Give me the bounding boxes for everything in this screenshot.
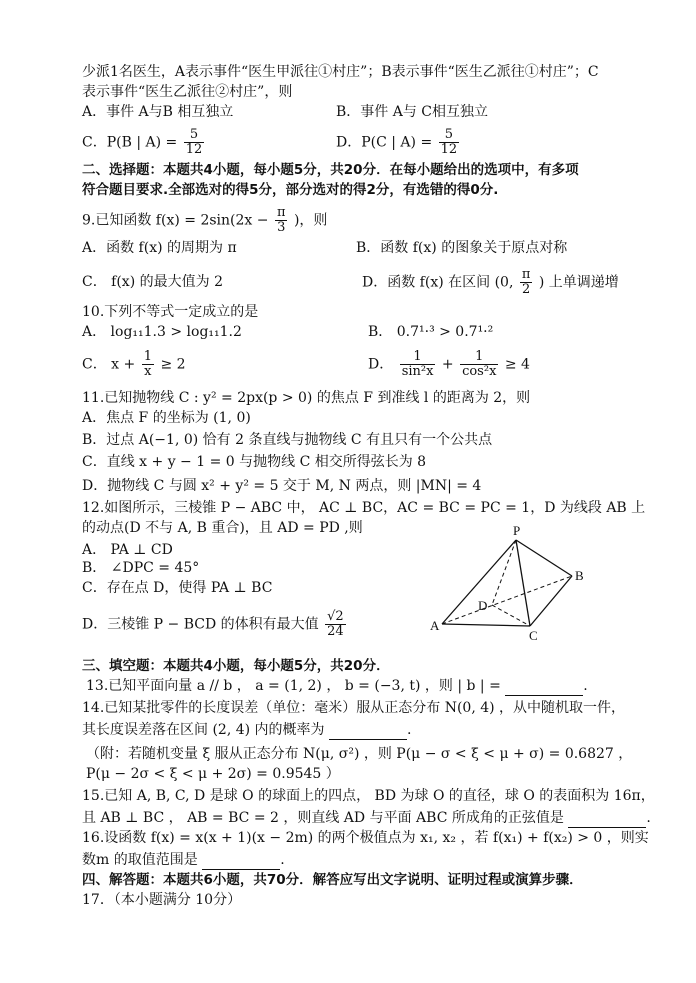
q11-option-d: D．抛物线 C 与圆 x² + y² = 5 交于 M, N 两点，则 |MN| = 4: [82, 478, 482, 494]
fraction-denominator: 12: [440, 142, 458, 157]
q9-option-d-fraction: [520, 268, 533, 297]
q12-option-b: B． ∠DPC = 45°: [82, 560, 200, 576]
fraction-numerator: 1: [460, 350, 498, 365]
q13-period: .: [583, 678, 588, 694]
q15-answer-blank: [568, 813, 646, 828]
q10-option-c-fraction: [142, 350, 154, 379]
q14-answer-blank: [329, 725, 407, 740]
q15-line1: 15.已知 A, B, C, D 是球 O 的球面上的四点， BD 为球 O 的直径，球 O 的表面积为 16π，: [82, 788, 655, 804]
q13-stem: [86, 676, 588, 696]
q10-option-d: [368, 350, 530, 379]
q10-option-b: B． 0.7¹·³ > 0.7¹·²: [368, 324, 494, 340]
q12-stem-line2: 的动点(D 不与 A, B 重合)，且 AD = PD ,则: [82, 520, 363, 536]
fraction-denominator: 24: [327, 624, 344, 639]
vertex-label-b: B: [575, 568, 584, 583]
q8-option-d: [336, 128, 461, 157]
q8-option-d-fraction: [439, 128, 460, 157]
edge-dc-dashed: [492, 605, 530, 626]
q10-option-d-text: D．: [368, 356, 394, 373]
fraction-denominator: 2: [521, 282, 531, 297]
q11-option-a: A．焦点 F 的坐标为 (1, 0): [82, 410, 251, 426]
q9-option-d-text: D．函数 f(x) 在区间 (0,: [362, 274, 514, 291]
fraction-numerator: 5: [184, 128, 205, 143]
pyramid-figure: [420, 520, 600, 650]
q12-option-d: [82, 610, 348, 639]
q12-stem-line1: 12.如图所示，三棱锥 P − ABC 中， AC ⊥ BC，AC = BC = PC = 1，D 为线段 AB 上: [82, 500, 646, 516]
fraction-denominator: 3: [277, 220, 286, 235]
q8-option-c-text: C．P(B | A) =: [82, 134, 178, 151]
q9-stem: [82, 206, 327, 235]
section2-heading-line1: 二、选择题：本题共4小题，每小题5分，共20分．在每小题给出的选项中，有多项: [82, 162, 579, 178]
q10-option-c: [82, 350, 186, 379]
q12-option-a: A． PA ⊥ CD: [82, 542, 173, 558]
fraction-numerator: √2: [327, 609, 344, 624]
q10-option-d-plus: +: [441, 356, 454, 373]
q16-line1: 16.设函数 f(x) = x(x + 1)(x − 2m) 的两个极值点为 x₁, x₂ ，若 f(x₁) + f(x₂) > 0 ，则实: [82, 830, 649, 846]
q10-option-d-tail: ≥ 4: [504, 356, 530, 373]
q14-line1: 14.已知某批零件的长度误差（单位：毫米）服从正态分布 N(0, 4) ，从中随机取一件，: [82, 700, 626, 716]
q14-period: .: [407, 722, 412, 738]
q10-option-c-tail: ≥ 2: [160, 356, 186, 373]
section3-heading: 三、填空题：本题共4小题，每小题5分，共20分．: [82, 658, 390, 674]
q9-option-b: B．函数 f(x) 的图象关于原点对称: [356, 240, 568, 256]
q13-stem-text: 13.已知平面向量 a // b ， a = (1, 2) ， b = (−3, t) ，则 | b | =: [86, 678, 501, 694]
q10-option-d-fraction2: [460, 350, 498, 379]
q12-option-d-text: D．三棱锥 P − BCD 的体积有最大值: [82, 616, 319, 633]
q15-period: .: [646, 810, 651, 826]
section2-heading-line2: 符合题目要求.全部选对的得5分，部分选对的得2分，有选错的得0分.: [82, 182, 499, 198]
q9-stem-text: 9.已知函数 f(x) = 2sin(2x −: [82, 212, 269, 229]
q8-option-d-text: D．P(C | A) =: [336, 134, 433, 151]
q10-option-d-fraction1: [400, 350, 436, 379]
q16-period: .: [280, 852, 285, 868]
edge-pb: [516, 540, 572, 576]
fraction-denominator: sin²x: [401, 364, 434, 379]
edge-bc: [530, 576, 572, 626]
q9-stem-fraction: [275, 206, 288, 235]
q8-option-a: A．事件 A与B 相互独立: [82, 104, 234, 120]
fraction-numerator: 5: [439, 128, 460, 143]
vertex-label-c: C: [529, 628, 538, 643]
q11-option-b: B．过点 A(−1, 0) 恰有 2 条直线与抛物线 C 有且只有一个公共点: [82, 432, 493, 448]
q14-line2: [82, 720, 411, 740]
q16-answer-blank: [202, 855, 280, 870]
q17-stem: 17．（本小题满分 10分）: [82, 892, 242, 908]
section4-heading: 四、解答题：本题共6小题，共70分．解答应写出文字说明、证明过程或演算步骤．: [82, 872, 583, 888]
q10-option-a: A． log₁₁1.3 > log₁₁1.2: [82, 324, 242, 340]
q8-option-c-fraction: [184, 128, 205, 157]
edge-pd-dashed: [492, 540, 516, 605]
q10-stem: 10.下列不等式一定成立的是: [82, 304, 259, 320]
fraction-numerator: π: [521, 267, 531, 282]
q11-option-c: C．直线 x + y − 1 = 0 与抛物线 C 相交所得弦长为 8: [82, 454, 427, 470]
q8-stem-line2: 表示事件“医生乙派往②村庄”，则: [82, 84, 293, 100]
q14-line2-text: 其长度误差落在区间 (2, 4) 内的概率为: [82, 722, 325, 738]
q14-note-line2: P(μ − 2σ < ξ < μ + 2σ) = 0.9545 ）: [86, 766, 340, 782]
q15-line2: [82, 808, 651, 828]
q8-option-c: [82, 128, 206, 157]
q10-option-c-text: C． x +: [82, 356, 136, 373]
fraction-numerator: π: [276, 205, 286, 220]
vertex-label-a: A: [430, 618, 440, 633]
q12-option-c: C．存在点 D，使得 PA ⊥ BC: [82, 580, 273, 596]
fraction-denominator: cos²x: [462, 364, 497, 379]
q16-line2-text: 数m 的取值范围是: [82, 852, 198, 868]
edge-ac: [442, 624, 530, 626]
q16-line2: [82, 850, 285, 870]
q11-stem: 11.已知抛物线 C : y² = 2px(p > 0) 的焦点 F 到准线 l 的距离为 2，则: [82, 390, 531, 406]
q9-option-a: A．函数 f(x) 的周期为 π: [82, 240, 237, 256]
q8-option-b: B．事件 A与 C相互独立: [336, 104, 489, 120]
fraction-numerator: 1: [143, 349, 152, 364]
fraction-denominator: x: [144, 364, 152, 379]
q9-option-d-tail: ) 上单调递增: [538, 274, 619, 291]
edge-pc: [516, 540, 530, 626]
vertex-label-p: P: [513, 523, 521, 538]
q14-note-line1: （附：若随机变量 ξ 服从正态分布 N(μ, σ²) ，则 P(μ − σ < ξ < μ + σ) = 0.6827 ，: [86, 746, 633, 762]
fraction-denominator: 12: [185, 142, 203, 157]
q13-answer-blank: [505, 681, 583, 696]
vertex-label-d: D: [478, 598, 488, 613]
q12-option-d-fraction: [325, 610, 346, 639]
q9-option-c: C． f(x) 的最大值为 2: [82, 274, 223, 290]
q9-stem-tail: )，则: [293, 212, 328, 229]
q15-line2-text: 且 AB ⊥ BC ， AB = BC = 2 ，则直线 AD 与平面 ABC 所成角的正弦值是: [82, 810, 564, 826]
q9-option-d: [362, 268, 619, 297]
q8-stem-line1: 少派1名医生，A表示事件“医生甲派往①村庄”；B表示事件“医生乙派往①村庄”；C: [82, 64, 599, 80]
fraction-numerator: 1: [400, 350, 436, 365]
